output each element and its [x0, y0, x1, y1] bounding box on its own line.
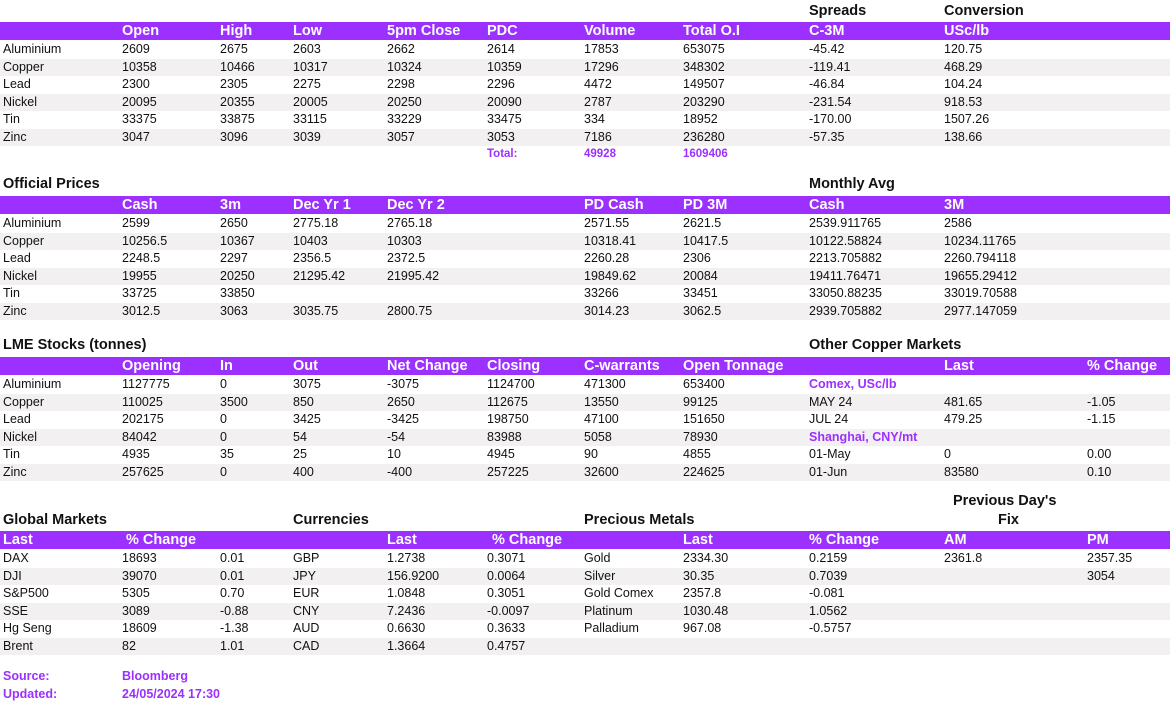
table-cell: 7186: [584, 129, 612, 144]
table-cell: Platinum: [584, 603, 633, 618]
metal-name: Zinc: [3, 303, 27, 318]
table-cell: 4472: [584, 77, 612, 91]
table-cell: 850: [293, 394, 314, 409]
metal-name: Tin: [3, 112, 20, 126]
table-cell: 3096: [220, 129, 248, 144]
table-cell: 2621.5: [683, 216, 722, 230]
table-cell: 1507.26: [944, 112, 990, 126]
table-cell: 3075: [293, 377, 321, 391]
table-cell: 4855: [683, 447, 711, 461]
table-cell: 10122.58824: [809, 233, 882, 248]
table-cell: 84042: [122, 429, 157, 444]
table-cell: 3425: [293, 412, 321, 426]
table-cell: 1.01: [220, 638, 245, 653]
sec1-header: Total O.I: [683, 23, 740, 39]
table-cell: 2296: [487, 77, 515, 91]
table-cell: 0.6630: [387, 621, 426, 635]
table-cell: 3089: [122, 603, 150, 618]
sec2-header: 3m: [220, 197, 241, 213]
table-cell: DJI: [3, 568, 22, 583]
metal-name: Nickel: [3, 94, 38, 109]
metal-name: Copper: [3, 59, 44, 74]
sec1-header: Low: [293, 23, 322, 39]
table-cell: -57.35: [809, 129, 845, 144]
fix-subtitle: Fix: [998, 512, 1019, 528]
table-cell: 2650: [387, 394, 415, 409]
sec1-header: USc/lb: [944, 23, 990, 39]
metal-name: Tin: [3, 286, 20, 300]
table-cell: 18952: [683, 112, 718, 126]
other-last: 83580: [944, 464, 979, 479]
metal-name: Nickel: [3, 429, 38, 444]
table-cell: -0.5757: [809, 621, 852, 635]
table-cell: 1030.48: [683, 603, 729, 618]
table-cell: 2586: [944, 216, 972, 230]
table-cell: 0.3071: [487, 551, 526, 565]
table-cell: 20090: [487, 94, 522, 109]
table-cell: 2213.705882: [809, 251, 882, 265]
table-cell: Gold Comex: [584, 586, 654, 600]
table-cell: 224625: [683, 464, 725, 479]
table-cell: 2977.147059: [944, 303, 1017, 318]
table-cell: 90: [584, 447, 598, 461]
table-cell: 348302: [683, 59, 725, 74]
table-cell: 20084: [683, 268, 718, 283]
table-cell: 13550: [584, 394, 619, 409]
table-cell: 54: [293, 429, 307, 444]
table-cell: 20005: [293, 94, 328, 109]
table-cell: 0: [220, 377, 227, 391]
table-cell: 32600: [584, 464, 619, 479]
table-cell: 156.9200: [387, 568, 440, 583]
global-markets-title: Global Markets: [3, 512, 107, 528]
updated-label: Updated:: [3, 687, 58, 701]
table-cell: 33375: [122, 112, 157, 126]
sec4-header: % Change: [492, 532, 563, 548]
other-header-change: % Change: [1087, 358, 1158, 374]
table-cell: 0.7039: [809, 568, 848, 583]
table-cell: 99125: [683, 394, 718, 409]
table-cell: -1.38: [220, 621, 249, 635]
table-cell: -0.081: [809, 586, 845, 600]
table-cell: 236280: [683, 129, 725, 144]
table-cell: CAD: [293, 638, 320, 653]
other-last: 0: [944, 447, 951, 461]
table-cell: 39070: [122, 568, 157, 583]
total-oi: 1609406: [683, 148, 728, 160]
table-cell: 19655.29412: [944, 268, 1017, 283]
table-cell: 2662: [387, 42, 415, 56]
table-cell: 3047: [122, 129, 150, 144]
official-prices-title: Official Prices: [3, 176, 100, 192]
table-cell: 82: [122, 638, 136, 653]
table-cell: 4945: [487, 447, 515, 461]
table-cell: 334: [584, 112, 605, 126]
table-cell: 2775.18: [293, 216, 339, 230]
table-cell: 2609: [122, 42, 150, 56]
table-cell: 151650: [683, 412, 725, 426]
table-cell: 149507: [683, 77, 725, 91]
table-cell: 0: [220, 429, 227, 444]
sec1-header: Open: [122, 23, 160, 39]
table-cell: 0.2159: [809, 551, 848, 565]
table-cell: 25: [293, 447, 307, 461]
table-cell: CNY: [293, 603, 320, 618]
table-cell: 2571.55: [584, 216, 630, 230]
table-cell: 468.29: [944, 59, 983, 74]
sec2-header: PD Cash: [584, 197, 644, 213]
metal-name: Aluminium: [3, 377, 62, 391]
table-cell: 4935: [122, 447, 150, 461]
table-cell: -231.54: [809, 94, 852, 109]
table-cell: Silver: [584, 568, 616, 583]
sec4-header: % Change: [809, 532, 880, 548]
sec2-header: Dec Yr 2: [387, 197, 445, 213]
table-cell: 3053: [487, 129, 515, 144]
table-cell: 3500: [220, 394, 248, 409]
table-cell: -170.00: [809, 112, 852, 126]
table-cell: 20095: [122, 94, 157, 109]
table-cell: -45.42: [809, 42, 845, 56]
table-cell: 20250: [387, 94, 422, 109]
table-cell: 0.01: [220, 551, 245, 565]
sec4-header: Last: [3, 532, 33, 548]
table-cell: 2306: [683, 251, 711, 265]
table-cell: 3063: [220, 303, 248, 318]
other-copper-title: Other Copper Markets: [809, 337, 962, 353]
monthly-avg-title: Monthly Avg: [809, 176, 895, 192]
table-cell: 0.0064: [487, 568, 526, 583]
sec2-header: PD 3M: [683, 197, 728, 213]
table-cell: 3039: [293, 129, 321, 144]
table-cell: 0: [220, 464, 227, 479]
table-cell: JPY: [293, 568, 316, 583]
table-cell: 2939.705882: [809, 303, 882, 318]
table-cell: 257625: [122, 464, 164, 479]
table-cell: 2300: [122, 77, 150, 91]
sec4-header: AM: [944, 532, 967, 548]
table-cell: EUR: [293, 586, 320, 600]
table-cell: 2650: [220, 216, 248, 230]
table-cell: 21995.42: [387, 268, 440, 283]
table-cell: 10317: [293, 59, 328, 74]
sec2-header: 3M: [944, 197, 965, 213]
sec3-header: Closing: [487, 358, 541, 374]
table-cell: 10303: [387, 233, 422, 248]
table-cell: 120.75: [944, 42, 983, 56]
sec3-header: Out: [293, 358, 318, 374]
table-cell: 10: [387, 447, 401, 461]
metal-name: Copper: [3, 233, 44, 248]
table-cell: 3035.75: [293, 303, 339, 318]
table-cell: 2260.28: [584, 251, 630, 265]
table-cell: 10324: [387, 59, 422, 74]
table-cell: 1.0562: [809, 603, 848, 618]
table-cell: 2787: [584, 94, 612, 109]
table-cell: -46.84: [809, 77, 845, 91]
sec3-header: Net Change: [387, 358, 468, 374]
sec4-header: % Change: [126, 532, 197, 548]
updated-value: 24/05/2024 17:30: [122, 687, 221, 701]
table-cell: 2357.35: [1087, 551, 1133, 565]
table-cell: 2275: [293, 77, 321, 91]
table-cell: 2599: [122, 216, 150, 230]
table-cell: Gold: [584, 551, 611, 565]
table-cell: 10367: [220, 233, 255, 248]
table-cell: DAX: [3, 551, 29, 565]
table-cell: 2765.18: [387, 216, 433, 230]
other-change: 0.10: [1087, 464, 1112, 479]
table-cell: 2356.5: [293, 251, 332, 265]
table-cell: 33451: [683, 286, 718, 300]
spreads-title: Spreads: [809, 3, 867, 19]
table-cell: 0.3633: [487, 621, 526, 635]
sec2-header: Cash: [809, 197, 845, 213]
table-cell: 2305: [220, 77, 248, 91]
other-change: -1.15: [1087, 412, 1116, 426]
table-cell: 10359: [487, 59, 522, 74]
table-cell: 0: [220, 412, 227, 426]
table-cell: 2800.75: [387, 303, 433, 318]
sec1-header: 5pm Close: [387, 23, 461, 39]
total-volume: 49928: [584, 148, 616, 160]
table-cell: 83988: [487, 429, 522, 444]
contract-label: 01-May: [809, 447, 851, 461]
sec3-header: C-warrants: [584, 358, 660, 374]
sec1-header: PDC: [487, 23, 518, 39]
other-change: 0.00: [1087, 447, 1112, 461]
table-cell: 19955: [122, 268, 157, 283]
table-cell: 3014.23: [584, 303, 630, 318]
table-cell: 10318.41: [584, 233, 637, 248]
table-cell: Hg Seng: [3, 621, 52, 635]
table-cell: 653075: [683, 42, 725, 56]
metal-name: Lead: [3, 77, 31, 91]
table-cell: 33875: [220, 112, 255, 126]
table-cell: 20355: [220, 94, 255, 109]
table-cell: 10466: [220, 59, 255, 74]
table-cell: 17296: [584, 59, 619, 74]
sec1-header: High: [220, 23, 253, 39]
table-cell: 198750: [487, 412, 529, 426]
table-cell: 47100: [584, 412, 619, 426]
sec4-row: [0, 638, 1170, 656]
table-cell: 202175: [122, 412, 164, 426]
metal-name: Zinc: [3, 464, 27, 479]
table-cell: 33229: [387, 112, 422, 126]
table-cell: 2361.8: [944, 551, 983, 565]
table-cell: 5058: [584, 429, 612, 444]
fix-title: Previous Day's: [953, 493, 1057, 509]
lme-stocks-title: LME Stocks (tonnes): [3, 337, 147, 353]
conversion-title: Conversion: [944, 3, 1024, 19]
table-cell: 918.53: [944, 94, 983, 109]
table-cell: -0.88: [220, 603, 249, 618]
table-cell: GBP: [293, 551, 320, 565]
other-header-last: Last: [944, 358, 974, 374]
metal-name: Aluminium: [3, 42, 62, 56]
metal-name: Lead: [3, 412, 31, 426]
table-cell: 33725: [122, 286, 157, 300]
metal-name: Aluminium: [3, 216, 62, 230]
metal-name: Zinc: [3, 129, 27, 144]
table-cell: 112675: [487, 394, 528, 409]
table-cell: 18693: [122, 551, 157, 565]
table-cell: -3425: [387, 412, 419, 426]
sec4-header: Last: [387, 532, 417, 548]
contract-label: MAY 24: [809, 394, 853, 409]
table-cell: 2260.794118: [944, 251, 1017, 265]
table-cell: 33115: [293, 112, 327, 126]
table-cell: 3062.5: [683, 303, 722, 318]
table-cell: 78930: [683, 429, 718, 444]
table-cell: Palladium: [584, 621, 639, 635]
other-change: -1.05: [1087, 394, 1116, 409]
sec3-header: Opening: [122, 358, 181, 374]
table-cell: 3012.5: [122, 303, 161, 318]
market-group-label: Comex, USc/lb: [809, 377, 897, 391]
source-value: Bloomberg: [122, 669, 188, 683]
metal-name: Lead: [3, 251, 31, 265]
table-cell: 17853: [584, 42, 619, 56]
table-cell: SSE: [3, 603, 29, 618]
table-cell: 1124700: [487, 377, 535, 391]
sec4-header: PM: [1087, 532, 1109, 548]
table-cell: -3075: [387, 377, 419, 391]
table-cell: 400: [293, 464, 314, 479]
table-cell: 10358: [122, 59, 157, 74]
metal-name: Nickel: [3, 268, 38, 283]
sec1-header: Volume: [584, 23, 636, 39]
table-cell: 33050.88235: [809, 286, 882, 300]
source-label: Source:: [3, 669, 50, 683]
sec4-header: Last: [683, 532, 713, 548]
table-cell: 138.66: [944, 129, 983, 144]
table-cell: 0.3051: [487, 586, 526, 600]
table-cell: 104.24: [944, 77, 983, 91]
table-cell: 33850: [220, 286, 255, 300]
table-cell: 257225: [487, 464, 529, 479]
table-cell: 21295.42: [293, 268, 346, 283]
table-cell: 3057: [387, 129, 415, 144]
table-cell: 2675: [220, 42, 248, 56]
table-cell: -400: [387, 464, 413, 479]
table-cell: 35: [220, 447, 234, 461]
table-cell: 18609: [122, 621, 157, 635]
table-cell: -119.41: [809, 59, 851, 74]
table-cell: 19411.76471: [809, 268, 882, 283]
table-cell: 2298: [387, 77, 415, 91]
sec2-header: Cash: [122, 197, 158, 213]
table-cell: 19849.62: [584, 268, 637, 283]
table-cell: 2248.5: [122, 251, 161, 265]
table-cell: 2334.30: [683, 551, 729, 565]
table-cell: 10417.5: [683, 233, 729, 248]
table-cell: 2539.911765: [809, 216, 882, 230]
metal-name: Copper: [3, 394, 44, 409]
metal-name: Tin: [3, 447, 20, 461]
table-cell: -54: [387, 429, 406, 444]
sec1-header: C-3M: [809, 23, 845, 39]
table-cell: 30.35: [683, 568, 715, 583]
table-cell: S&P500: [3, 586, 49, 600]
table-cell: 1127775: [122, 377, 170, 391]
total-label: Total:: [487, 148, 518, 160]
table-cell: 10403: [293, 233, 328, 248]
table-cell: 0.70: [220, 586, 245, 600]
table-cell: 653400: [683, 377, 725, 391]
table-cell: Brent: [3, 638, 33, 653]
table-cell: AUD: [293, 621, 320, 635]
table-cell: 967.08: [683, 621, 722, 635]
table-cell: 33019.70588: [944, 286, 1017, 300]
table-cell: 0.4757: [487, 638, 526, 653]
other-last: 479.25: [944, 412, 983, 426]
table-cell: -0.0097: [487, 603, 530, 618]
table-cell: 33266: [584, 286, 619, 300]
table-cell: 3054: [1087, 568, 1115, 583]
table-cell: 2372.5: [387, 251, 426, 265]
market-group-label: Shanghai, CNY/mt: [809, 429, 918, 444]
sec3-header: In: [220, 358, 233, 374]
table-cell: 110025: [122, 394, 163, 409]
other-last: 481.65: [944, 394, 983, 409]
table-cell: 10256.5: [122, 233, 168, 248]
table-cell: 0.01: [220, 568, 245, 583]
table-cell: 1.2738: [387, 551, 426, 565]
table-cell: 10234.11765: [944, 233, 1017, 248]
precious-metals-title: Precious Metals: [584, 512, 695, 528]
contract-label: JUL 24: [809, 412, 849, 426]
table-cell: 1.0848: [387, 586, 426, 600]
table-cell: 5305: [122, 586, 150, 600]
currencies-title: Currencies: [293, 512, 369, 528]
table-cell: 2357.8: [683, 586, 722, 600]
table-cell: 471300: [584, 377, 626, 391]
table-cell: 33475: [487, 112, 522, 126]
table-cell: 20250: [220, 268, 255, 283]
table-cell: 2297: [220, 251, 248, 265]
sec2-header: Dec Yr 1: [293, 197, 351, 213]
contract-label: 01-Jun: [809, 464, 848, 479]
table-cell: 7.2436: [387, 603, 426, 618]
table-cell: 2603: [293, 42, 321, 56]
sec3-header: Open Tonnage: [683, 358, 784, 374]
table-cell: 2614: [487, 42, 515, 56]
table-cell: 1.3664: [387, 638, 426, 653]
table-cell: 203290: [683, 94, 725, 109]
